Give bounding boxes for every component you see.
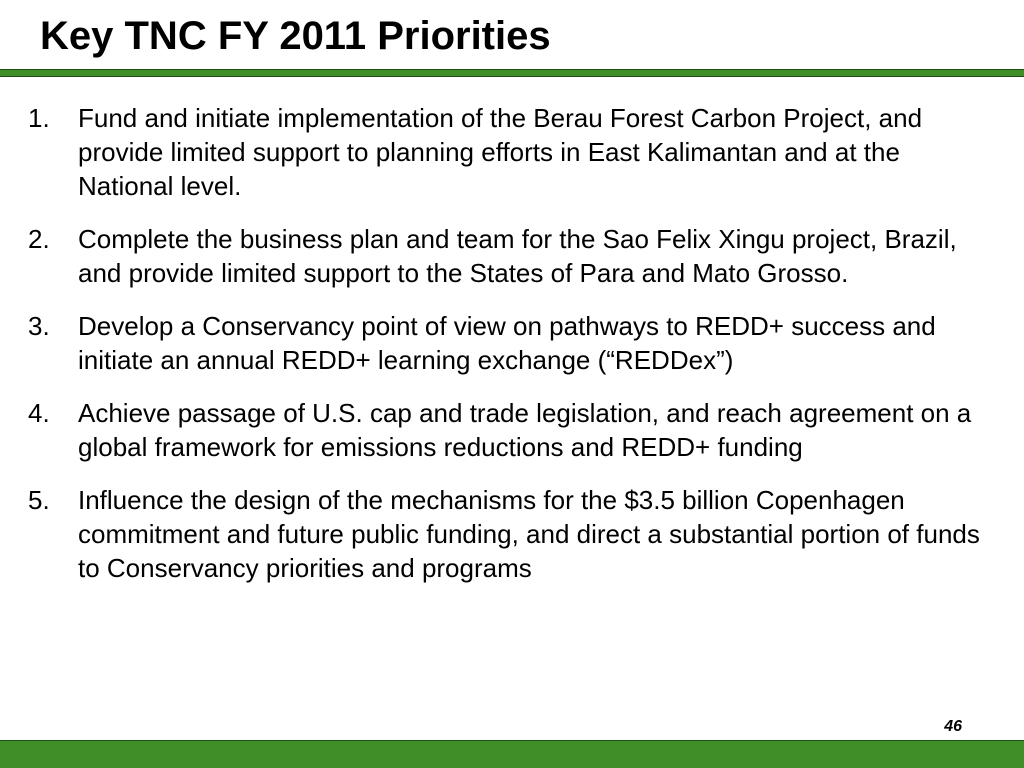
priorities-list — [28, 101, 988, 604]
priority-text: Influence the design of the mechanisms for the $3.5 billion Copenhagen commitment and future public funding, and direct a substantial portion of funds to Conservancy priorities and programs — [78, 485, 980, 583]
title-underline-bar — [0, 69, 1024, 77]
priority-item — [28, 483, 988, 585]
slide-title: Key TNC FY 2011 Priorities — [40, 14, 551, 58]
priority-number: 4. — [28, 398, 50, 428]
priority-item — [28, 309, 988, 377]
priority-text: Achieve passage of U.S. cap and trade legislation, and reach agreement on a global framework for emissions reductions and REDD+ funding — [78, 398, 972, 462]
priority-text: Develop a Conservancy point of view on pathways to REDD+ success and initiate an annual REDD+ learning exchange (“REDDex”) — [78, 311, 936, 375]
footer-bar — [0, 740, 1024, 768]
priority-item — [28, 101, 988, 203]
priority-text: Complete the business plan and team for the Sao Felix Xingu project, Brazil, and provide limited support to the States of Para and Mato Grosso. — [78, 224, 957, 288]
priority-item — [28, 396, 988, 464]
priority-number: 1. — [28, 103, 50, 133]
priority-number: 3. — [28, 311, 50, 341]
priority-number: 5. — [28, 485, 50, 515]
priority-item — [28, 222, 988, 290]
priority-text: Fund and initiate implementation of the Berau Forest Carbon Project, and provide limited support to planning efforts in East Kalimantan and at the National level. — [78, 103, 923, 201]
slide-page-number: 46 — [944, 718, 962, 735]
priority-number: 2. — [28, 224, 50, 254]
